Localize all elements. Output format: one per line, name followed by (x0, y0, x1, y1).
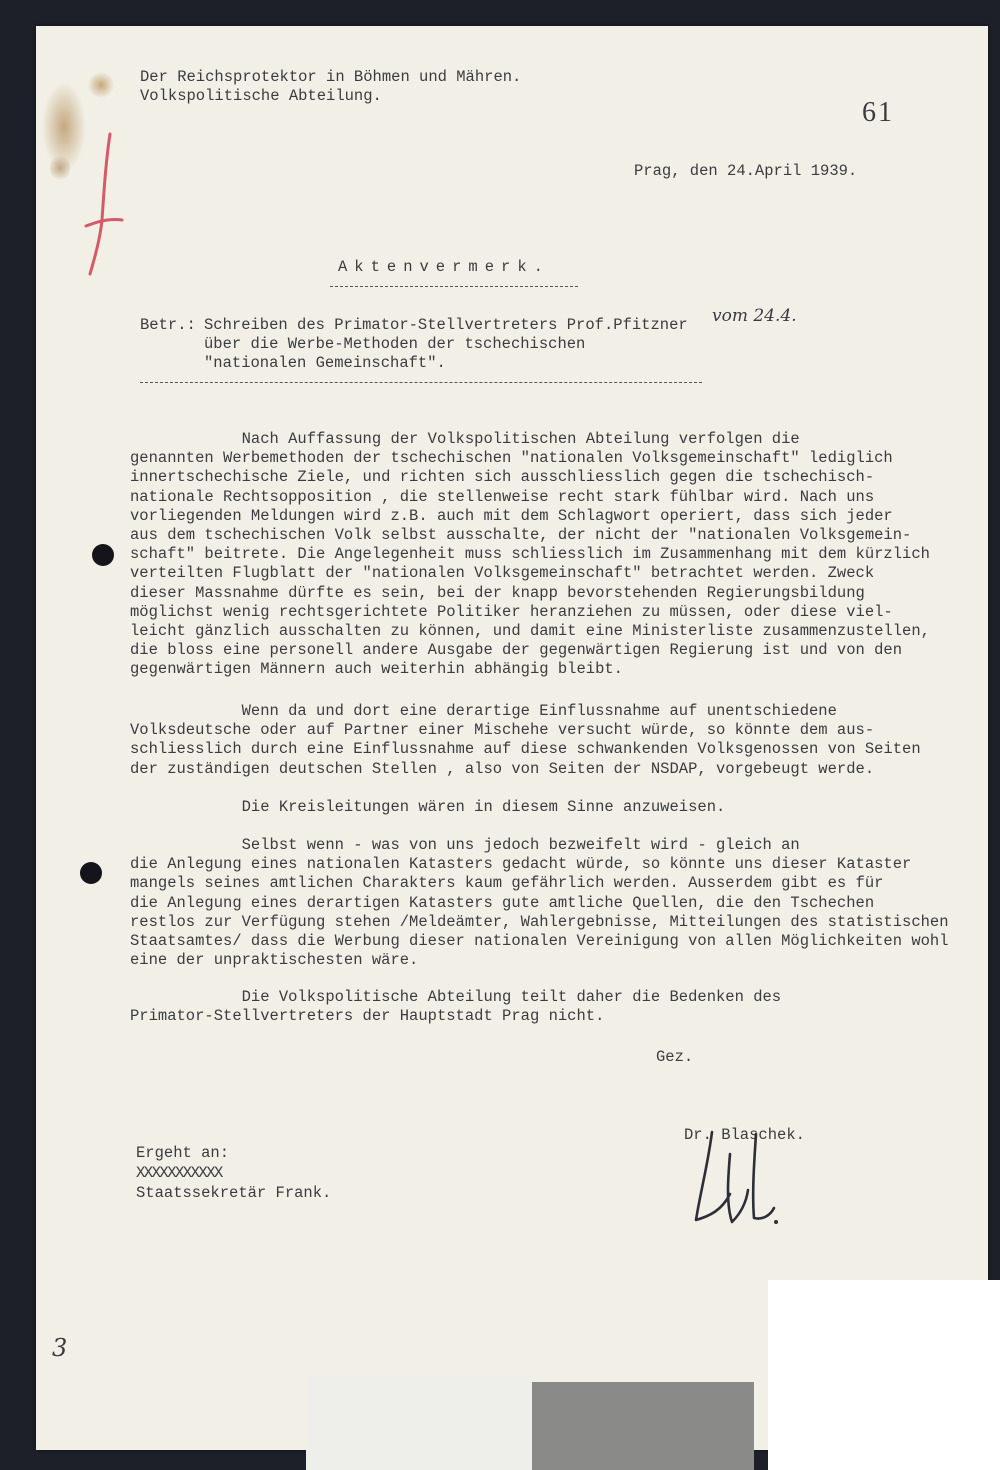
body-line: innertschechische Ziele, und richten sich ausschliesslich gegen die tschechisch- (130, 468, 875, 487)
body-line: schliesslich durch eine Einflussnahme auf diese schwankenden Volksgenossen von Seiten (130, 740, 921, 759)
body-line: mangels seines amtlichen Charakters kaum gefährlich werden. Ausserdem gibt es für (130, 874, 884, 893)
body-line: möglichst wenig rechtsgerichtete Politiker heranziehen zu müssen, oder diese viel- (130, 602, 893, 621)
signatory-name: Dr. Blaschek. (684, 1126, 805, 1144)
body-line: der zuständigen deutschen Stellen , also von Seiten der NSDAP, vorgebeugt werde. (130, 759, 875, 778)
body-line: vorliegenden Meldungen wird z.B. auch mit dem Schlagwort operiert, dass sich jeder (130, 506, 893, 525)
red-pencil-mark (80, 130, 128, 280)
body-line: schaft" beitrete. Die Angelegenheit muss schliesslich im Zusammenhang mit dem kürzlich (130, 545, 930, 564)
struck-recipient: XXXXXXXXXXX (136, 1164, 222, 1182)
scan-mask (768, 1280, 1000, 1470)
body-line: Staatsamtes/ dass die Werbung dieser nationalen Vereinigung von allen Möglichkeiten wohl (130, 932, 949, 951)
rust-stain (50, 154, 70, 182)
body-line: die Anlegung eines nationalen Katasters gedacht würde, so könnte uns dieser Kataster (130, 855, 912, 874)
body-line: restlos zur Verfügung stehen /Meldeämter, Wahlergebnisse, Mitteilungen des statistischen (130, 912, 949, 931)
distribution-label: Ergeht an: (136, 1144, 230, 1162)
subject-label: Betr.: (140, 316, 196, 334)
body-line: Die Kreisleitungen wären in diesem Sinne anzuweisen. (130, 798, 726, 816)
body-line: genannten Werbemethoden der tschechischen "nationalen Volksgemeinschaft" lediglich (130, 449, 893, 468)
body-line: gegenwärtigen Männern auch weiterhin abhängig bleibt. (130, 660, 623, 679)
rust-stain (88, 72, 114, 98)
authority-line-2: Volkspolitische Abteilung. (140, 87, 382, 105)
subject-underline (140, 382, 702, 383)
document-title: Aktenvermerk. (338, 258, 550, 276)
body-line: die bloss eine personell andere Ausgabe der gegenwärtigen Regierung ist und von den (130, 641, 903, 660)
body-line: eine der unpraktischesten wäre. (130, 951, 419, 970)
authority-line-1: Der Reichsprotektor in Böhmen und Mähren. (140, 68, 522, 86)
title-underline (330, 286, 578, 287)
body-line: Wenn da und dort eine derartige Einflussnahme auf unentschiedene (130, 702, 837, 720)
body-line: die Anlegung eines derartigen Katasters gute amtliche Quellen, die den Tschechen (130, 893, 875, 912)
body-line: Volksdeutsche oder auf Partner einer Mischehe versucht würde, so könnte dem aus- (130, 721, 875, 740)
subject-line-1: Schreiben des Primator-Stellvertreters Prof.Pfitzner (204, 316, 688, 334)
paragraph-5 (130, 988, 781, 1026)
body-line: nationale Rechtsopposition , die stellenweise recht stark fühlbar wird. Nach uns (130, 487, 875, 506)
color-calibration-white (306, 1376, 532, 1470)
folio-number: 61 (862, 97, 894, 128)
recipient: Staatssekretär Frank. (136, 1184, 332, 1202)
subject-line-2: über die Werbe-Methoden der tschechischen (204, 335, 586, 353)
handwritten-date-note: vom 24.4. (712, 306, 797, 326)
paragraph-4 (130, 836, 949, 970)
paragraph-2 (130, 702, 921, 779)
punch-hole (92, 544, 114, 566)
body-line: aus dem tschechischen Volk selbst ausschalte, der nicht der "nationalen Volksgemein- (130, 526, 912, 545)
document-sheet (36, 26, 988, 1450)
punch-hole (80, 862, 102, 884)
paragraph-3 (130, 798, 725, 817)
body-line: leicht gänzlich ausschalten zu können, und damit eine Ministerliste zusammenzustellen, (130, 622, 930, 641)
body-line: Primator-Stellvertreters der Hauptstadt Prag nicht. (130, 1007, 605, 1026)
paragraph-1 (130, 430, 930, 680)
subject-line-3: "nationalen Gemeinschaft". (204, 354, 446, 372)
gez-mark: Gez. (656, 1048, 694, 1066)
body-line: verteilten Flugblatt der "nationalen Volksgemeinschaft" betrachtet werden. Zweck (130, 564, 875, 583)
body-line: Nach Auffassung der Volkspolitischen Abteilung verfolgen die (130, 430, 800, 448)
handwritten-signature (690, 1124, 790, 1234)
color-calibration-gray (532, 1382, 754, 1470)
margin-page-number: 3 (52, 1334, 68, 1362)
place-date: Prag, den 24.April 1939. (634, 162, 858, 180)
body-line: dieser Massnahme dürfte es sein, bei der knapp bevorstehenden Regierungsbildung (130, 583, 865, 602)
body-line: Selbst wenn - was von uns jedoch bezweifelt wird - gleich an (130, 836, 800, 854)
body-line: Die Volkspolitische Abteilung teilt daher die Bedenken des (130, 988, 782, 1006)
